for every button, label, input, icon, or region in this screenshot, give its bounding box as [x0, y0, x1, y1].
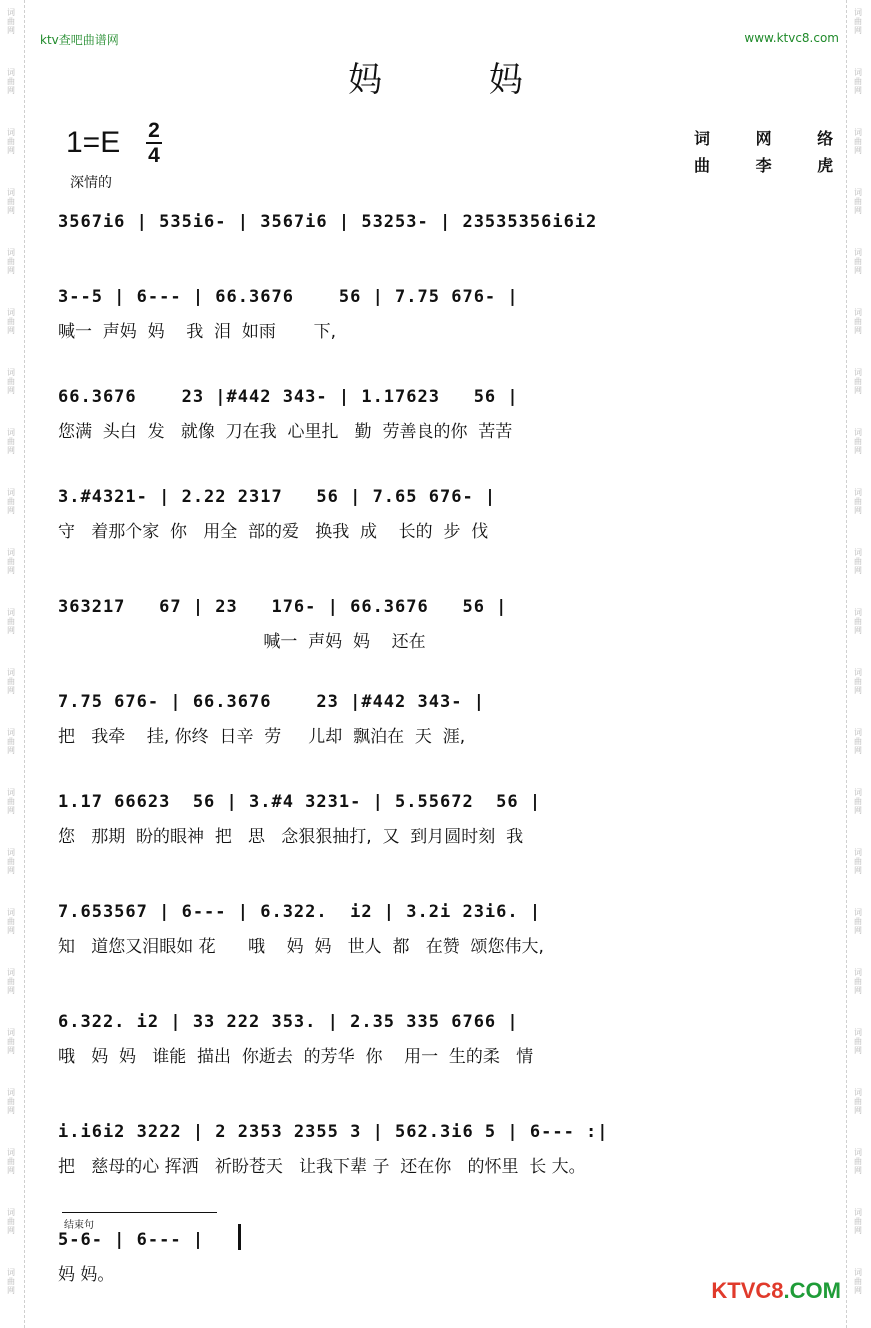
side-watermark-mark: 词曲网 [854, 428, 862, 455]
side-watermark-mark: 词曲网 [854, 488, 862, 515]
side-watermark-mark: 词曲网 [854, 68, 862, 95]
tempo-marking: 深情的 [70, 175, 112, 191]
side-watermark-mark: 词曲网 [7, 188, 15, 215]
right-margin-strip [846, 0, 871, 1328]
system-notes: 66.3676 23 |#442 343- | 1.17623 56 | [58, 387, 519, 407]
side-watermark-mark: 词曲网 [854, 128, 862, 155]
ending-bracket [62, 1212, 217, 1213]
side-watermark-mark: 词曲网 [7, 1148, 15, 1175]
side-watermark-mark: 词曲网 [7, 668, 15, 695]
side-watermark-mark: 词曲网 [854, 1148, 862, 1175]
system-notes: 6.322. i2 | 33 222 353. | 2.35 335 6766 | [58, 1012, 519, 1032]
time-signature [146, 120, 162, 166]
meter-top: 2 [148, 119, 160, 142]
side-watermark-mark: 词曲网 [7, 68, 15, 95]
ending-label: 结束句 [64, 1220, 94, 1231]
system-notes: 7.653567 | 6--- | 6.322. i2 | 3.2i 23i6. | [58, 902, 542, 922]
side-watermark-mark: 词曲网 [7, 1268, 15, 1295]
side-watermark-mark: 词曲网 [7, 788, 15, 815]
side-watermark-mark: 词曲网 [7, 908, 15, 935]
side-watermark-mark: 词曲网 [854, 788, 862, 815]
side-watermark-mark: 词曲网 [854, 848, 862, 875]
system-lyrics: 哦 妈 妈 谁能 描出 你逝去 的芳华 你 用一 生的柔 情 [58, 1047, 534, 1067]
song-title: 妈 妈 [348, 60, 571, 100]
lyricist-credit: 词 网 络 [694, 129, 854, 148]
site-url-right: www.ktvc8.com [744, 31, 839, 45]
final-barline [238, 1224, 241, 1250]
system-lyrics: 守 着那个家 你 用全 部的爱 换我 成 长的 步 伐 [58, 522, 489, 542]
system-lyrics: 您 那期 盼的眼神 把 思 念狠狠抽打, 又 到月圆时刻 我 [58, 827, 524, 847]
side-watermark-mark: 词曲网 [854, 1088, 862, 1115]
side-watermark-mark: 词曲网 [7, 1028, 15, 1055]
side-watermark-mark: 词曲网 [7, 428, 15, 455]
system-notes: 3567i6 | 535i6- | 3567i6 | 53253- | 23535356i6i2 [58, 212, 598, 232]
ending-lyrics: 妈 妈。 [58, 1265, 115, 1285]
system-lyrics: 喊一 声妈 妈 我 泪 如雨 下, [58, 322, 337, 342]
meter-bottom: 4 [148, 144, 160, 167]
composer-credit: 曲 李 虎 [694, 156, 854, 175]
side-watermark-mark: 词曲网 [854, 548, 862, 575]
left-margin-strip [0, 0, 25, 1328]
side-watermark-mark: 词曲网 [854, 608, 862, 635]
side-watermark-mark: 词曲网 [7, 608, 15, 635]
side-watermark-mark: 词曲网 [854, 188, 862, 215]
side-watermark-mark: 词曲网 [854, 728, 862, 755]
side-watermark-mark: 词曲网 [7, 728, 15, 755]
side-watermark-mark: 词曲网 [7, 488, 15, 515]
side-watermark-mark: 词曲网 [854, 1028, 862, 1055]
side-watermark-mark: 词曲网 [7, 548, 15, 575]
side-watermark-mark: 词曲网 [7, 248, 15, 275]
side-watermark-mark: 词曲网 [854, 8, 862, 35]
site-logo [711, 1278, 841, 1304]
system-notes: 3--5 | 6--- | 66.3676 56 | 7.75 676- | [58, 287, 519, 307]
side-watermark-mark: 词曲网 [854, 248, 862, 275]
system-lyrics: 喊一 声妈 妈 还在 [58, 632, 426, 652]
side-watermark-mark: 词曲网 [7, 308, 15, 335]
side-watermark-mark: 词曲网 [854, 908, 862, 935]
ending-notes: 5-6- | 6--- | [58, 1230, 205, 1250]
side-watermark-mark: 词曲网 [854, 368, 862, 395]
system-notes: 363217 67 | 23 176- | 66.3676 56 | [58, 597, 508, 617]
system-lyrics: 把 我牵 挂, 你终 日辛 劳 儿却 飘泊在 天 涯, [58, 727, 466, 747]
side-watermark-mark: 词曲网 [854, 968, 862, 995]
side-watermark-mark: 词曲网 [854, 668, 862, 695]
side-watermark-mark: 词曲网 [7, 128, 15, 155]
logo-part-b: .COM [783, 1278, 841, 1303]
system-notes: 1.17 66623 56 | 3.#4 3231- | 5.55672 56 | [58, 792, 542, 812]
side-watermark-mark: 词曲网 [7, 848, 15, 875]
side-watermark-mark: 词曲网 [854, 308, 862, 335]
logo-part-a: KTVC8 [711, 1278, 784, 1303]
key-signature: 1=E [66, 126, 121, 159]
side-watermark-mark: 词曲网 [7, 8, 15, 35]
system-lyrics: 把 慈母的心 挥洒 祈盼苍天 让我下辈 子 还在你 的怀里 长 大。 [58, 1157, 586, 1177]
system-notes: i.i6i2 3222 | 2 2353 2355 3 | 562.3i6 5 | 6--- :| [58, 1122, 609, 1142]
side-watermark-mark: 词曲网 [854, 1268, 862, 1295]
side-watermark-mark: 词曲网 [854, 1208, 862, 1235]
side-watermark-mark: 词曲网 [7, 1208, 15, 1235]
system-lyrics: 您满 头白 发 就像 刀在我 心里扎 勤 劳善良的你 苦苦 [58, 422, 513, 442]
side-watermark-mark: 词曲网 [7, 968, 15, 995]
system-notes: 7.75 676- | 66.3676 23 |#442 343- | [58, 692, 485, 712]
side-watermark-mark: 词曲网 [7, 1088, 15, 1115]
site-name-left: ktv查吧曲谱网 [40, 33, 119, 47]
side-watermark-mark: 词曲网 [7, 368, 15, 395]
system-notes: 3.#4321- | 2.22 2317 56 | 7.65 676- | [58, 487, 497, 507]
system-lyrics: 知 道您又泪眼如 花 哦 妈 妈 世人 都 在赞 颂您伟大, [58, 937, 544, 957]
